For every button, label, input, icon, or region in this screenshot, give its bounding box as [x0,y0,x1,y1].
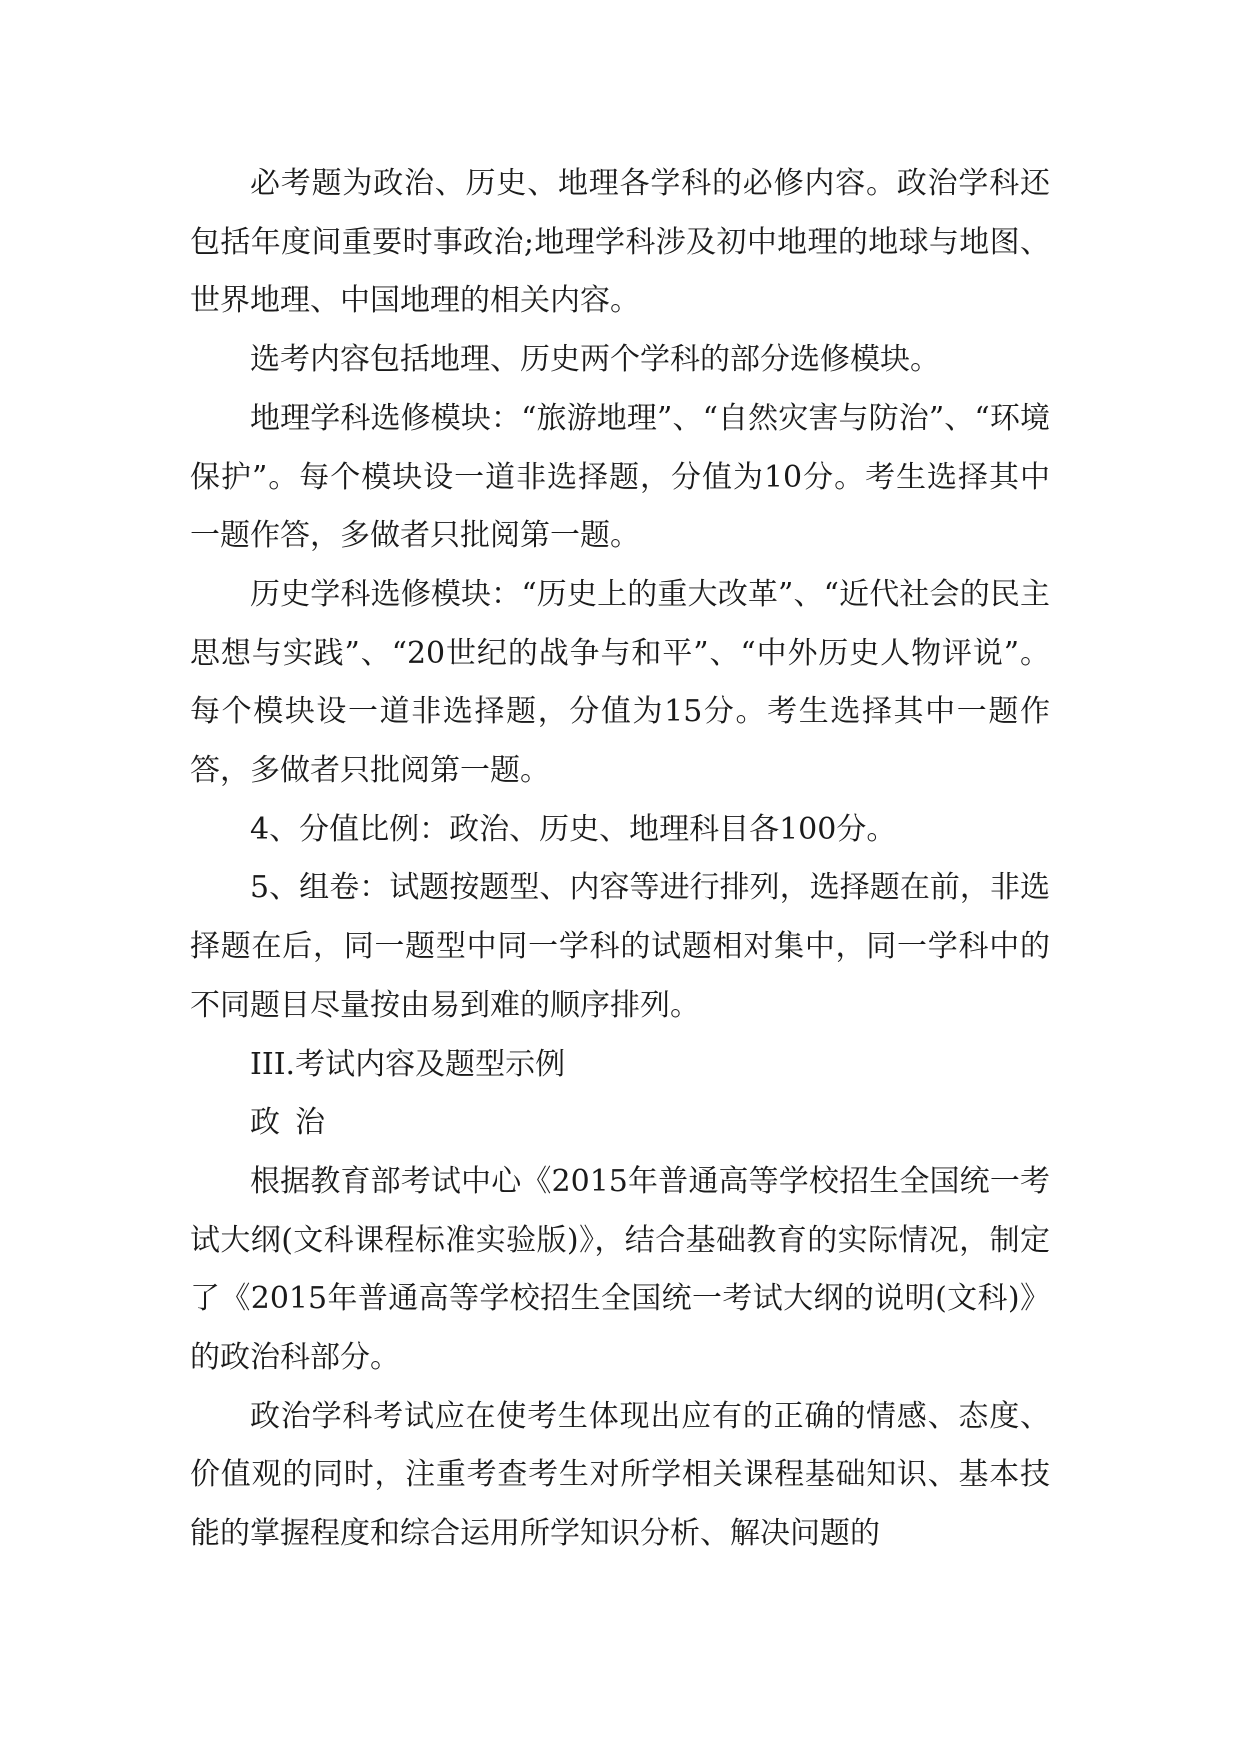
paragraph-required-content: 必考题为政治、历史、地理各学科的必修内容。政治学科还包括年度间重要时事政治;地理学科涉及初中地理的地球与地图、世界地理、中国地理的相关内容。 [190,166,1050,319]
paragraph-history-electives: 历史学科选修模块：“历史上的重大改革”、“近代社会的民主思想与实践”、“20世纪的战争与和平”、“中外历史人物评说”。每个模块设一道非选择题，分值为15分。考生选择其中一题作答，多做者只批阅第一题。 [190,576,1050,789]
subject-heading-politics: 政治 [250,1105,340,1141]
paragraph-politics-exam-goal: 政治学科考试应在使考生体现出应有的正确的情感、态度、价值观的同时，注重考查考生对所学相关课程基础知识、基本技能的掌握程度和综合运用所学知识分析、解决问题的 [190,1398,1050,1552]
paragraph-paper-assembly: 5、组卷：试题按题型、内容等进行排列，选择题在前，非选择题在后，同一题型中同一学科的试题相对集中，同一学科中的不同题目尽量按由易到难的顺序排列。 [190,870,1050,1023]
paragraph-basis: 根据教育部考试中心《2015年普通高等学校招生全国统一考试大纲(文科课程标准实验版)》，结合基础教育的实际情况，制定了《2015年普通高等学校招生全国统一考试大纲的说明(文科)》的政治科部分。 [190,1163,1050,1376]
paragraph-elective-intro: 选考内容包括地理、历史两个学科的部分选修模块。 [250,342,940,378]
document-body [190,155,1050,1564]
paragraph-geography-electives: 地理学科选修模块：“旅游地理”、“自然灾害与防治”、“环境保护”。每个模块设一道非选择题，分值为10分。考生选择其中一题作答，多做者只批阅第一题。 [190,400,1050,554]
paragraph-score-ratio: 4、分值比例：政治、历史、地理科目各100分。 [250,811,897,847]
section-heading-exam-content: III.考试内容及题型示例 [250,1046,566,1082]
